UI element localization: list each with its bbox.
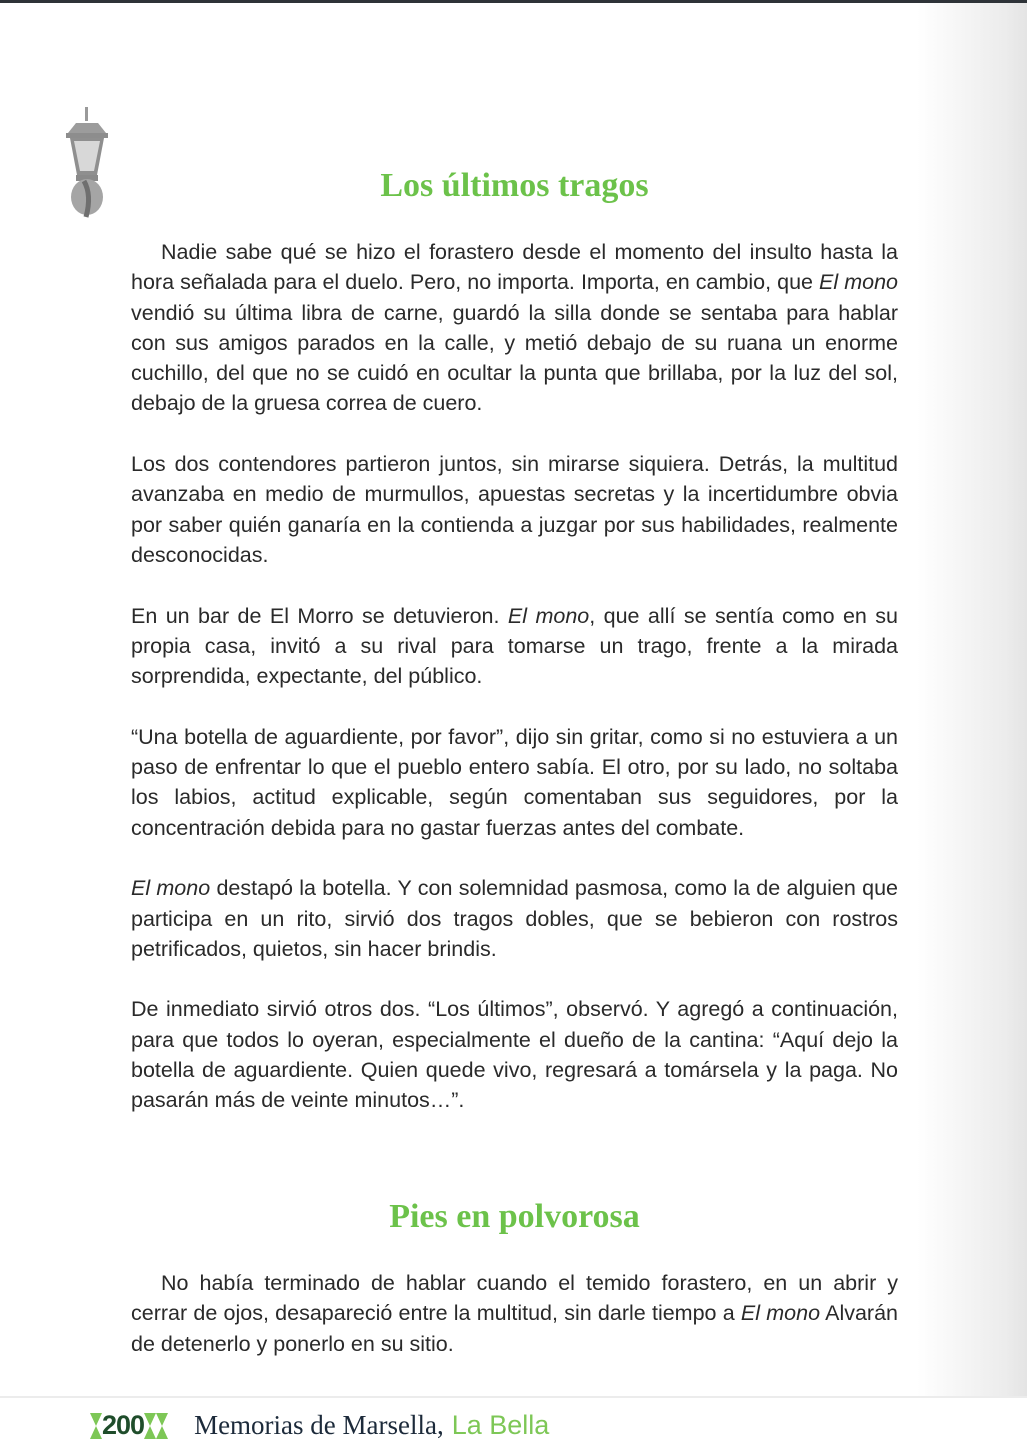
paragraph xyxy=(131,1268,898,1359)
text: , que allí se sentía como en su propia casa, invitó a su rival para tomarse un trago, frente a la mirada sorprendida, expectante, del público. xyxy=(131,603,898,689)
book-title: Memorias de Marsella, xyxy=(194,1410,444,1440)
street-lamp-icon xyxy=(62,105,112,220)
text: “Una botella de aguardiente, por favor”, dijo sin gritar, como si no estuviera a un paso de enfrentar lo que el pueblo entero sabía. El otro, por su lado, no soltaba los labios, actitud explicable, según comentaban sus seguidores, por la concentración debida para no gastar fuerzas antes del combate. xyxy=(131,724,898,840)
section-body-2 xyxy=(131,1268,898,1389)
italic-text: El mono xyxy=(740,1301,821,1326)
hourglass-ornament-icon xyxy=(144,1413,156,1439)
footer-divider xyxy=(0,1396,1027,1398)
page-number-badge xyxy=(90,1410,168,1441)
italic-text: El mono xyxy=(131,876,211,901)
book-subtitle: La Bella xyxy=(451,1410,550,1440)
page-edge-shadow xyxy=(917,3,1027,1397)
italic-text: El mono xyxy=(819,270,898,295)
page-number: 200 xyxy=(102,1410,145,1440)
text: Los dos contendores partieron juntos, sin mirarse siquiera. Detrás, la multitud avanzaba en medio de murmullos, apuestas secretas y la incertidumbre obvia por saber quién ganaría en la contienda a juzgar por sus habilidades, realmente desconocidas. xyxy=(131,452,898,567)
text: Nadie sabe qué se hizo el forastero desde el momento del insulto hasta la hora señalada para el duelo. Pero, no importa. Importa, en cambio, que xyxy=(131,240,898,295)
text: vendió su última libra de carne, guardó la silla donde se sentaba para hablar con sus amigos parados en la calle, y metió debajo de su ruana un enorme cuchillo, del que no se cuidó en ocultar la punta que brillaba, por la luz del sol, debajo de la gruesa correa de cuero. xyxy=(131,300,898,416)
hourglass-ornament-icon xyxy=(156,1413,168,1439)
hourglass-ornament-icon xyxy=(90,1413,102,1439)
section-body-1 xyxy=(131,237,898,1146)
section-heading-pies-en-polvorosa: Pies en polvorosa xyxy=(389,1198,640,1235)
paragraph xyxy=(131,237,898,419)
paragraph xyxy=(131,449,898,570)
text: destapó la botella. Y con solemnidad pasmosa, como la de alguien que participa en un rito, sirvió dos tragos dobles, que se bebieron con rostros petrificados, quietos, sin hacer brindis. xyxy=(131,876,898,961)
paragraph xyxy=(131,601,898,692)
italic-text: El mono xyxy=(507,603,590,628)
paragraph xyxy=(131,722,898,843)
paragraph xyxy=(131,873,898,964)
text: En un bar de El Morro se detuvieron. xyxy=(131,603,508,628)
top-border xyxy=(0,0,1027,3)
paragraph xyxy=(131,994,898,1115)
text: No había terminado de hablar cuando el temido forastero, en un abrir y cerrar de ojos, desapareció entre la multitud, sin darle tiempo a xyxy=(131,1271,898,1326)
page-footer xyxy=(90,1410,549,1441)
section-heading-los-ultimos-tragos: Los últimos tragos xyxy=(380,167,649,204)
text: Alvarán de detenerlo y ponerlo en su sitio. xyxy=(131,1301,899,1356)
text: De inmediato sirvió otros dos. “Los últimos”, observó. Y agregó a continuación, para que todos lo oyeran, especialmente el dueño de la cantina: “Aquí dejo la botella de aguardiente. Quien quede vivo, regresará a tomársela y la paga. No pasarán más de veinte minutos…”. xyxy=(131,997,898,1113)
